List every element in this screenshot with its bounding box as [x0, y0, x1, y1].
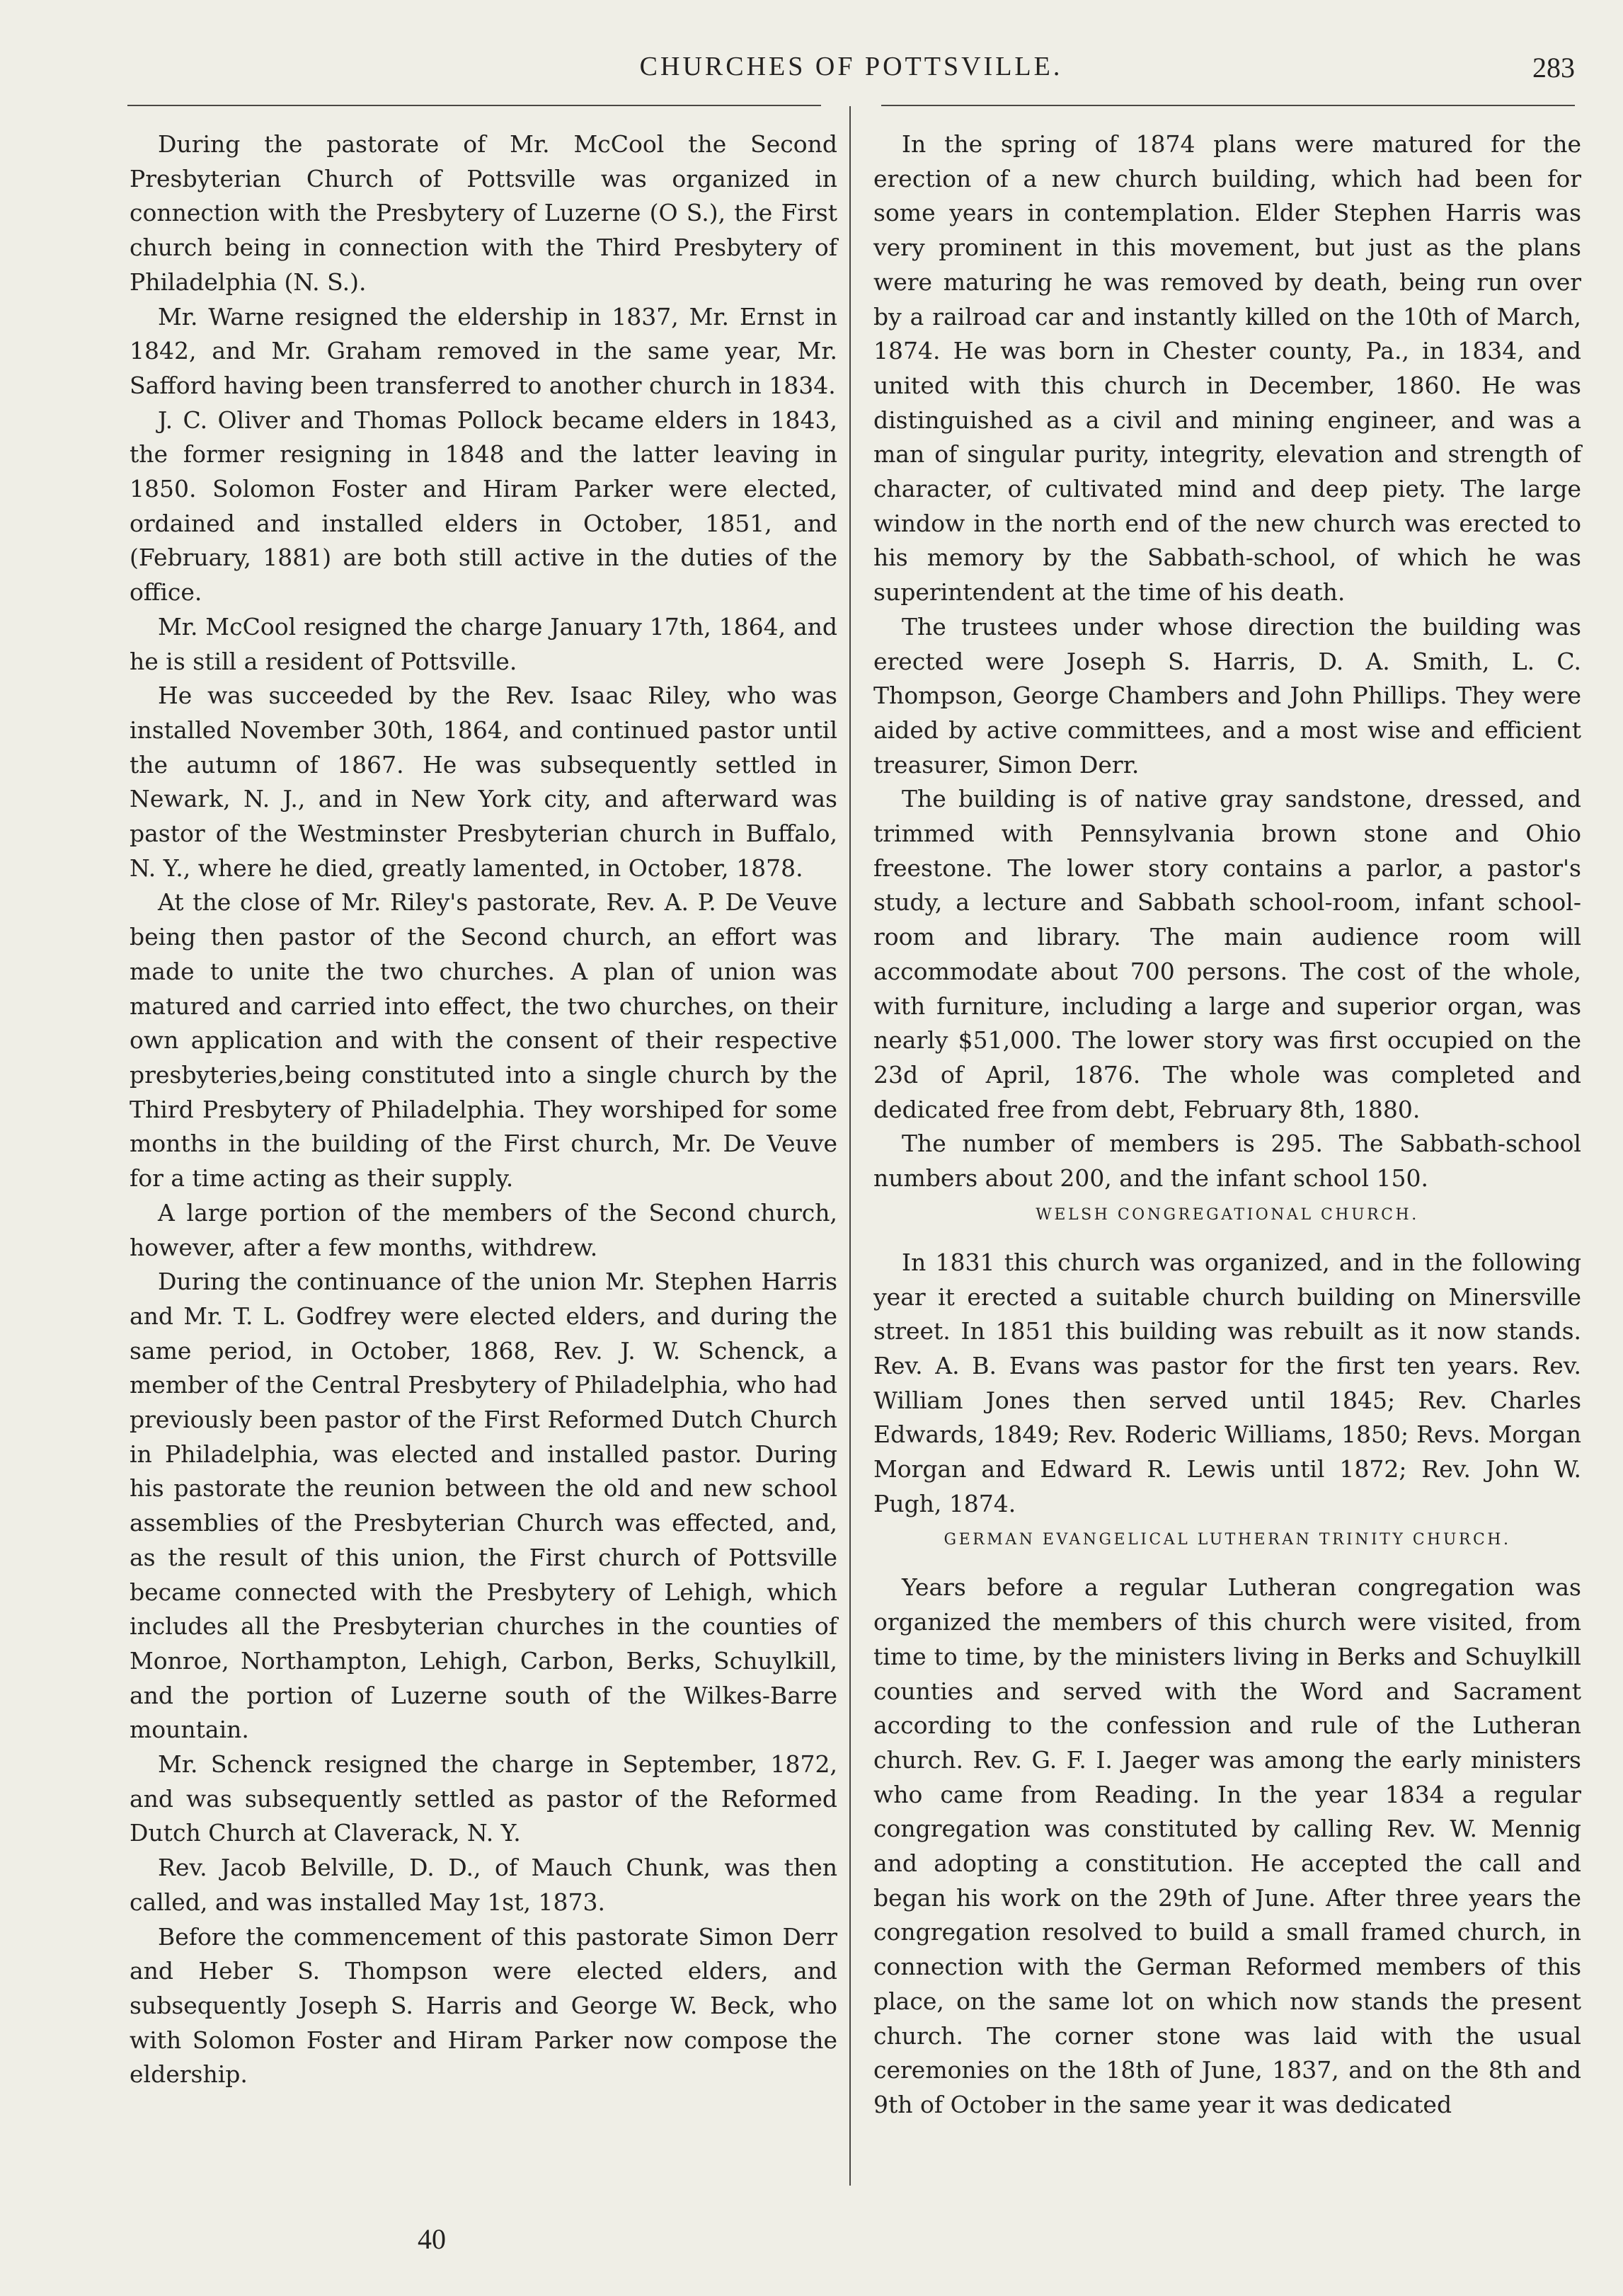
paragraph: A large portion of the members of the Second church, however, after a few months, withdrew.: [130, 1198, 837, 1261]
paragraph: He was succeeded by the Rev. Isaac Riley, who was installed November 30th, 1864, and continued pastor until the autumn of 1867. He was subsequently settled in Newark, N. J., and in New York city, and afterward was pastor of the Westminster Presbyterian church in Buffalo, N. Y., where he died, greatly lamented, in October, 1878.: [130, 682, 837, 882]
running-header: [127, 51, 1575, 93]
left-column: [130, 127, 837, 2092]
section-heading-german: GERMAN EVANGELICAL LUTHERAN TRINITY CHURCH.: [944, 1531, 1511, 1549]
paragraph: Rev. Jacob Belville, D. D., of Mauch Chunk, was then called, and was installed May 1st, 1873.: [130, 1854, 837, 1916]
header-rule-left: [127, 105, 821, 106]
page-title: CHURCHES OF POTTSVILLE.: [639, 52, 1063, 81]
paragraph: Mr. Warne resigned the eldership in 1837, Mr. Ernst in 1842, and Mr. Graham removed in the same year, Mr. Safford having been transferred to another church in 1834.: [130, 302, 837, 399]
signature-mark: 40: [418, 2223, 446, 2255]
paragraph: The trustees under whose direction the building was erected were Joseph S. Harris, D. A. Smith, L. C. Thompson, George Chambers and John Phillips. They were aided by active committees, and a most wise and efficient treasurer, Simon Derr.: [873, 612, 1581, 779]
page-number: 283: [1532, 52, 1575, 84]
paragraph: J. C. Oliver and Thomas Pollock became elders in 1843, the former resigning in 1848 and the latter leaving in 1850. Solomon Foster and Hiram Parker were elected, ordained and installed elders in October, 1851, and (February, 1881) are both still active in the duties of the office.: [130, 406, 837, 607]
paragraph: In 1831 this church was organized, and in the following year it erected a suitable church building on Minersville street. In 1851 this building was rebuilt as it now stands. Rev. A. B. Evans was pastor for the first ten years. Rev. William Jones then served until 1845; Rev. Charles Edwards, 1849; Rev. Roderic Williams, 1850; Revs. Morgan Morgan and Edward R. Lewis until 1872; Rev. John W. Pugh, 1874.: [873, 1248, 1581, 1517]
paragraph: Mr. Schenck resigned the charge in September, 1872, and was subsequently settled as pastor of the Reformed Dutch Church at Claverack, N. Y.: [130, 1750, 837, 1847]
paragraph: During the pastorate of Mr. McCool the Second Presbyterian Church of Pottsville was organized in connection with the Presbytery of Luzerne (O S.), the First church being in connection with the Third Presbytery of Philadelphia (N. S.).: [130, 130, 837, 296]
paragraph: During the continuance of the union Mr. Stephen Harris and Mr. T. L. Godfrey were elected elders, and during the same period, in October, 1868, Rev. J. W. Schenck, a member of the Central Presbytery of Philadelphia, who had previously been pastor of the First Reformed Dutch Church in Philadelphia, was elected and installed pastor. During his pastorate the reunion between the old and new school assemblies of the Presbyterian Church was effected, and, as the result of this union, the First church of Pottsville became connected with the Presbytery of Lehigh, which includes all the Presbyterian churches in the counties of Monroe, Northampton, Lehigh, Carbon, Berks, Schuylkill, and the portion of Luzerne south of the Wilkes-Barre mountain.: [130, 1268, 837, 1744]
paragraph: In the spring of 1874 plans were matured for the erection of a new church building, which had been for some years in contemplation. Elder Stephen Harris was very prominent in this movement, but just as the plans were maturing he was removed by death, being run over by a railroad car and instantly killed on the 10th of March, 1874. He was born in Chester county, Pa., in 1834, and united with this church in December, 1860. He was distinguished as a civil and mining engineer, and was a man of singular purity, integrity, elevation and strength of character, of cultivated mind and deep piety. The large window in the north end of the new church was erected to his memory by the Sabbath-school, of which he was superintendent at the time of his death.: [873, 130, 1581, 607]
column-divider: [849, 106, 851, 2186]
paragraph: Years before a regular Lutheran congregation was organized the members of this church were visited, from time to time, by the ministers living in Berks and Schuylkill counties and served with the Word and Sacrament according to the confession and rule of the Lutheran church. Rev. G. F. I. Jaeger was among the early ministers who came from Reading. In the year 1834 a regular congregation was constituted by calling Rev. W. Mennig and adopting a constitution. He accepted the call and began his work on the 29th of June. After three years the congregation resolved to build a small framed church, in connection with the German Reformed members of this place, on the same lot on which now stands the present church. The corner stone was laid with the usual ceremonies on the 18th of June, 1837, and on the 8th and 9th of October in the same year it was dedicated: [873, 1573, 1581, 2118]
header-rule-right: [881, 105, 1575, 106]
paragraph: Mr. McCool resigned the charge January 17th, 1864, and he is still a resident of Pottsville.: [130, 612, 837, 675]
paragraph: At the close of Mr. Riley's pastorate, Rev. A. P. De Veuve being then pastor of the Second church, an effort was made to unite the two churches. A plan of union was matured and carried into effect, the two churches, on their own application and with the consent of their respective presbyteries,being constituted into a single church by the Third Presbytery of Philadelphia. They worshiped for some months in the building of the First church, Mr. De Veuve for a time acting as their supply.: [130, 888, 837, 1193]
right-column: [873, 127, 1581, 2123]
paragraph: The number of members is 295. The Sabbath-school numbers about 200, and the infant school 150.: [873, 1130, 1581, 1193]
section-heading-welsh: WELSH CONGREGATIONAL CHURCH.: [1036, 1205, 1419, 1224]
paragraph: The building is of native gray sandstone, dressed, and trimmed with Pennsylvania brown stone and Ohio freestone. The lower story contains a parlor, a pastor's study, a lecture and Sabbath school-room, infant school-room and library. The main audience room will accommodate about 700 persons. The cost of the whole, with furniture, including a large and superior organ, was nearly $51,000. The lower story was first occupied on the 23d of April, 1876. The whole was completed and dedicated free from debt, February 8th, 1880.: [873, 785, 1581, 1123]
paragraph: Before the commencement of this pastorate Simon Derr and Heber S. Thompson were elected elders, and subsequently Joseph S. Harris and George W. Beck, who with Solomon Foster and Hiram Parker now compose the eldership.: [130, 1922, 837, 2089]
